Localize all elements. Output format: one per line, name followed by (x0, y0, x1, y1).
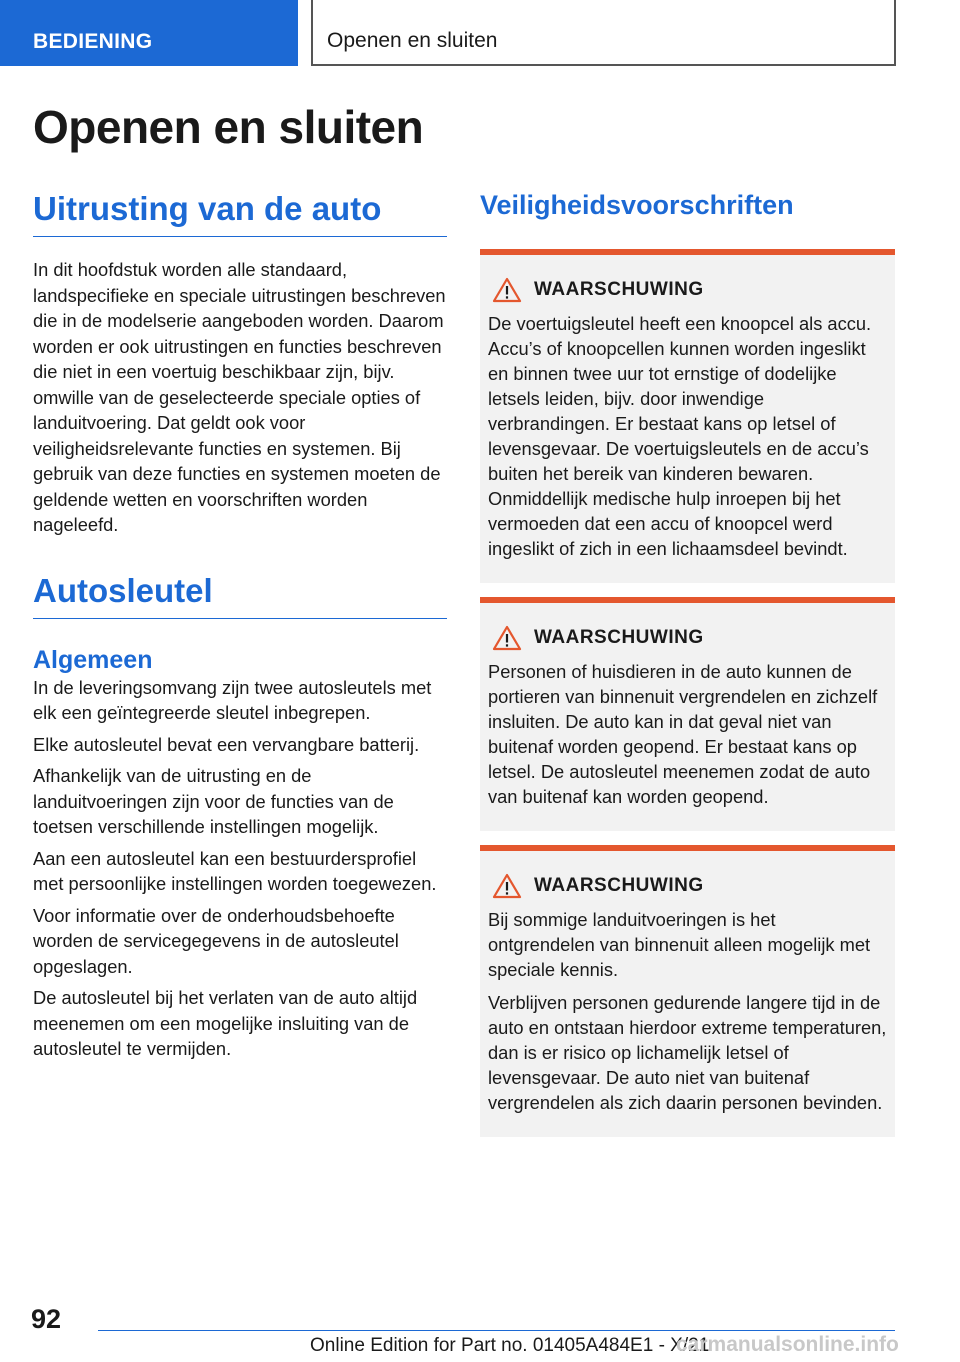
key-paragraph: In de leveringsomvang zijn twee autosleutels met elk een geïntegreerde sleutel inbegrepen. (33, 676, 432, 723)
warning-text: De voertuigsleutel heeft een knoopcel als accu. Accu’s of knoopcellen kunnen worden ingeslikt en binnen twee uur tot ernstige of dodelijke letsels leiden, bijv. door inwendige verbrandingen. Er bestaat kans op letsel of levensgevaar. De voertuigsleutels en de accu’s buiten het bereik van kinderen bewaren. Onmiddellijk medische hulp inroepen bij het vermoeden dat een accu of knoopcel werd ingeslikt of zich in een lichaamsdeel bevindt. (488, 313, 872, 559)
key-heading: Autosleutel (33, 572, 447, 619)
chapter-tab[interactable]: Openen en sluiten (311, 0, 896, 66)
warning-text: Bij sommige landuitvoeringen is het ontgrendelen van binnenuit alleen mogelijk met speciale kennis. (488, 909, 871, 980)
warning-text: Verblijven personen gedurende langere tijd in de auto en ontstaan hierdoor extreme temperaturen, dan is er risico op lichamelijk letsel of levensgevaar. De auto niet van buitenaf vergrendelen als zich daarin personen bevinden. (488, 992, 887, 1113)
watermark: carmanualsonline.info (676, 1333, 899, 1356)
warning-title: WAARSCHUWING (534, 875, 704, 896)
page-footer (0, 1290, 960, 1362)
warning-header (488, 625, 887, 651)
edition-text: Online Edition for Part no. 01405A484E1 - X/21 (310, 1335, 710, 1356)
equipment-text: In dit hoofdstuk worden alle standaard, landspecifieke en speciale uitrustingen beschreven die in de modelserie aangeboden worden. Daarom worden er ook uitrustingen en functies beschreven die niet in een voertuig beschikbaar zijn, bijv. omwille van de geselecteerde speciale opties of landuitvoering. Dat geldt ook voor veiligheidsrelevante functies en systemen. Bij gebruik van deze functies en systemen moeten de geldende wetten en voorschriften worden nageleefd. (33, 259, 446, 535)
key-paragraph: Afhankelijk van de uitrusting en de landuitvoeringen zijn voor de functies van de toetsen verschillende instellingen mogelijk. (33, 765, 394, 837)
warning-box (480, 845, 895, 1137)
key-paragraph: Elke autosleutel bevat een vervangbare batterij. (33, 733, 420, 755)
warning-box (480, 597, 895, 831)
warning-text: Personen of huisdieren in de auto kunnen de portieren van binnenuit vergrendelen en zichzelf insluiten. De auto kan in dat geval niet van buitenaf worden geopend. Er bestaat kans op letsel. De autosleutel meenemen zodat de auto van buitenaf kan worden geopend. (488, 661, 878, 807)
warning-triangle-icon (492, 277, 522, 303)
page-number: 92 (31, 1304, 62, 1334)
footer-divider (98, 1330, 895, 1331)
warning-header (488, 873, 887, 899)
key-subheading: Algemeen (33, 645, 153, 674)
left-column (33, 190, 447, 1062)
page-title: Openen en sluiten (33, 101, 424, 153)
key-paragraph: Voor informatie over de onderhoudsbehoefte worden de servicegegevens in de autosleutel opgeslagen. (33, 904, 399, 977)
key-paragraph: Aan een autosleutel kan een bestuurdersprofiel met persoonlijke instellingen worden toegewezen. (33, 847, 437, 894)
warning-title: WAARSCHUWING (534, 627, 704, 648)
safety-heading: Veiligheidsvoorschriften (480, 190, 794, 220)
key-paragraph: De autosleutel bij het verlaten van de auto altijd meenemen om een mogelijke insluiting van de autosleutel te vermijden. (33, 987, 418, 1059)
equipment-heading: Uitrusting van de auto (33, 190, 447, 237)
warning-title: WAARSCHUWING (534, 279, 704, 300)
warning-box (480, 249, 895, 583)
right-column (480, 190, 895, 1137)
section-tab[interactable]: BEDIENING (0, 0, 298, 66)
warning-triangle-icon (492, 873, 522, 899)
warning-triangle-icon (492, 625, 522, 651)
warning-header (488, 277, 887, 303)
page-header (0, 0, 960, 66)
